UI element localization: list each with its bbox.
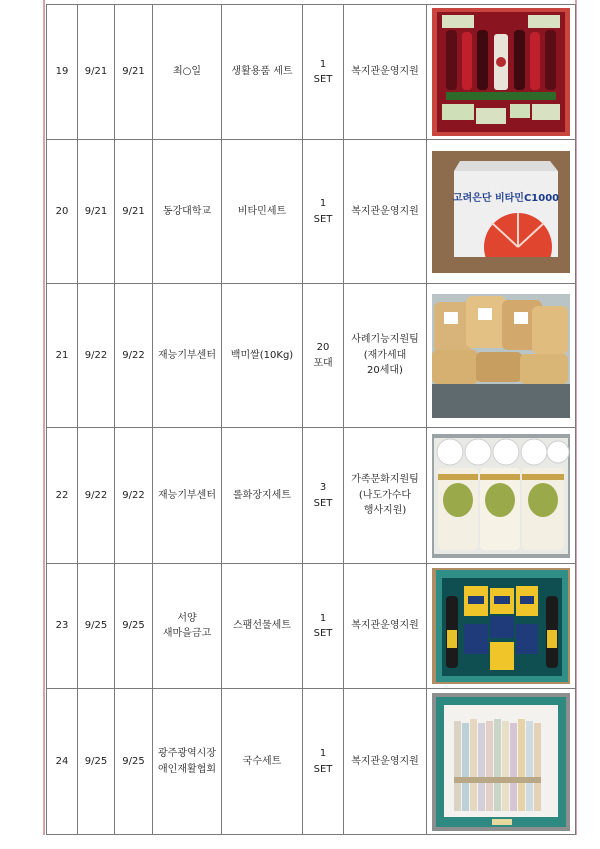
- cell-date-received: 9/22: [78, 284, 115, 428]
- table-row: [47, 564, 576, 689]
- cell-donor: 재능기부센터: [153, 428, 222, 564]
- cell-date-used: 9/25: [115, 564, 153, 689]
- cell-item: 생활용품 세트: [222, 5, 303, 140]
- cell-donor: 광주광역시장 애인재활협회: [153, 689, 222, 835]
- cell-date-used: 9/21: [115, 5, 153, 140]
- cell-quantity: 20 포대: [303, 284, 344, 428]
- cell-date-used: 9/25: [115, 689, 153, 835]
- cell-quantity: 3 SET: [303, 428, 344, 564]
- cell-item: 스팸선물세트: [222, 564, 303, 689]
- cell-date-used: 9/22: [115, 428, 153, 564]
- cell-donor: 서양 새마을금고: [153, 564, 222, 689]
- cell-no: 19: [47, 5, 78, 140]
- cell-quantity: 1 SET: [303, 689, 344, 835]
- cell-no: 24: [47, 689, 78, 835]
- vitamin-box-photo-icon: [432, 151, 570, 273]
- table-row: [47, 428, 576, 564]
- cell-quantity: 1 SET: [303, 5, 344, 140]
- cell-date-received: 9/22: [78, 428, 115, 564]
- cell-usage: 복지관운영지원: [344, 5, 427, 140]
- cell-item: 백미쌀(10Kg): [222, 284, 303, 428]
- cell-usage: 가족문화지원팀 (나도가수다 행사지원): [344, 428, 427, 564]
- cell-date-used: 9/22: [115, 284, 153, 428]
- cell-no: 23: [47, 564, 78, 689]
- cell-usage: 사례기능지원팀 (재가세대 20세대): [344, 284, 427, 428]
- vitamin-box-label: 고려은단 비타민C1000: [452, 192, 560, 204]
- cell-date-received: 9/21: [78, 140, 115, 284]
- spam-gift-set-photo-icon: [432, 568, 570, 684]
- cell-date-used: 9/21: [115, 140, 153, 284]
- cell-date-received: 9/25: [78, 564, 115, 689]
- gift-set-photo-icon: [432, 8, 570, 136]
- cell-item: 롤화장지세트: [222, 428, 303, 564]
- table-row: [47, 284, 576, 428]
- table-row: [47, 140, 576, 284]
- left-margin-line: [43, 0, 45, 835]
- cell-usage: 복지관운영지원: [344, 564, 427, 689]
- cell-date-received: 9/21: [78, 5, 115, 140]
- cell-usage: 복지관운영지원: [344, 689, 427, 835]
- table-row: [47, 5, 576, 140]
- cell-donor: 동강대학교: [153, 140, 222, 284]
- noodle-set-photo-icon: [432, 693, 570, 831]
- cell-no: 22: [47, 428, 78, 564]
- cell-no: 20: [47, 140, 78, 284]
- cell-usage: 복지관운영지원: [344, 140, 427, 284]
- toilet-paper-photo-icon: [432, 434, 570, 558]
- cell-donor: 재능기부센터: [153, 284, 222, 428]
- cell-quantity: 1 SET: [303, 564, 344, 689]
- cell-donor: 최○일: [153, 5, 222, 140]
- cell-item: 국수세트: [222, 689, 303, 835]
- cell-item: 비타민세트: [222, 140, 303, 284]
- donation-table: [46, 4, 576, 835]
- cell-no: 21: [47, 284, 78, 428]
- rice-bags-photo-icon: [432, 294, 570, 418]
- cell-quantity: 1 SET: [303, 140, 344, 284]
- cell-date-received: 9/25: [78, 689, 115, 835]
- table-row: [47, 689, 576, 835]
